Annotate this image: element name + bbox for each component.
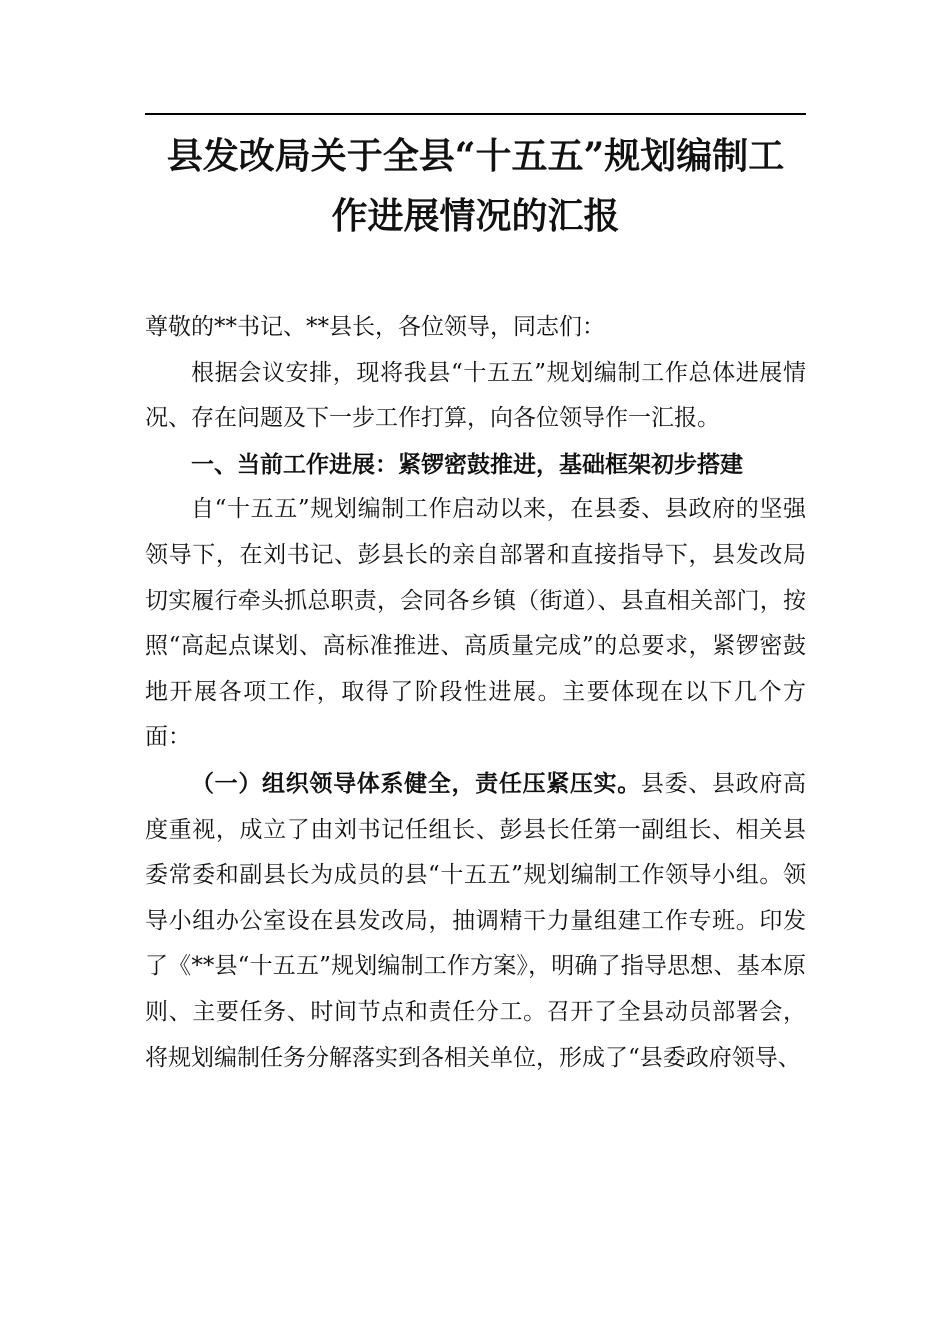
subsection-1-text: 县委、县政府高度重视，成立了由刘书记任组长、彭县长任第一副组长、相关县委常委和副县长为成员的县“十五五”规划编制工作领导小组。领导小组办公室设在县发改局，抽调精干力量组建工作专班。印发了《**县“十五五”规划编制工作方案》，明确了指导思想、基本原则、主要任务、时间节点和责任分工。召开了全县动员部署会，将规划编制任务分解落实到各相关单位，形成了“县委政府领导、 (145, 770, 807, 1071)
section-1-heading: 一、当前工作进展：紧锣密鼓推进，基础框架初步搭建 (191, 450, 743, 478)
subsection-1-paragraph (145, 761, 806, 1081)
intro-paragraph: 根据会议安排，现将我县“十五五”规划编制工作总体进展情况、存在问题及下一步工作打算，向各位领导作一汇报。 (145, 359, 806, 432)
section-1-paragraph: 自“十五五”规划编制工作启动以来，在县委、县政府的坚强领导下，在刘书记、彭县长的亲自部署和直接指导下，县发改局切实履行牵头抓总职责，会同各乡镇（街道）、县直相关部门，按照“高起点谋划、高标准推进、高质量完成”的总要求，紧锣密鼓地开展各项工作，取得了阶段性进展。主要体现在以下几个方面： (145, 496, 806, 751)
document-title (145, 126, 806, 246)
title-line-1: 县发改局关于全县“十五五”规划编制工 (166, 135, 785, 177)
title-line-2: 作进展情况的汇报 (331, 195, 620, 237)
document-body (145, 305, 806, 1081)
top-rule-divider (145, 113, 806, 115)
salutation: 尊敬的**书记、**县长，各位领导，同志们： (145, 314, 605, 340)
subsection-1-heading: （一）组织领导体系健全，责任压紧压实。 (191, 769, 641, 797)
